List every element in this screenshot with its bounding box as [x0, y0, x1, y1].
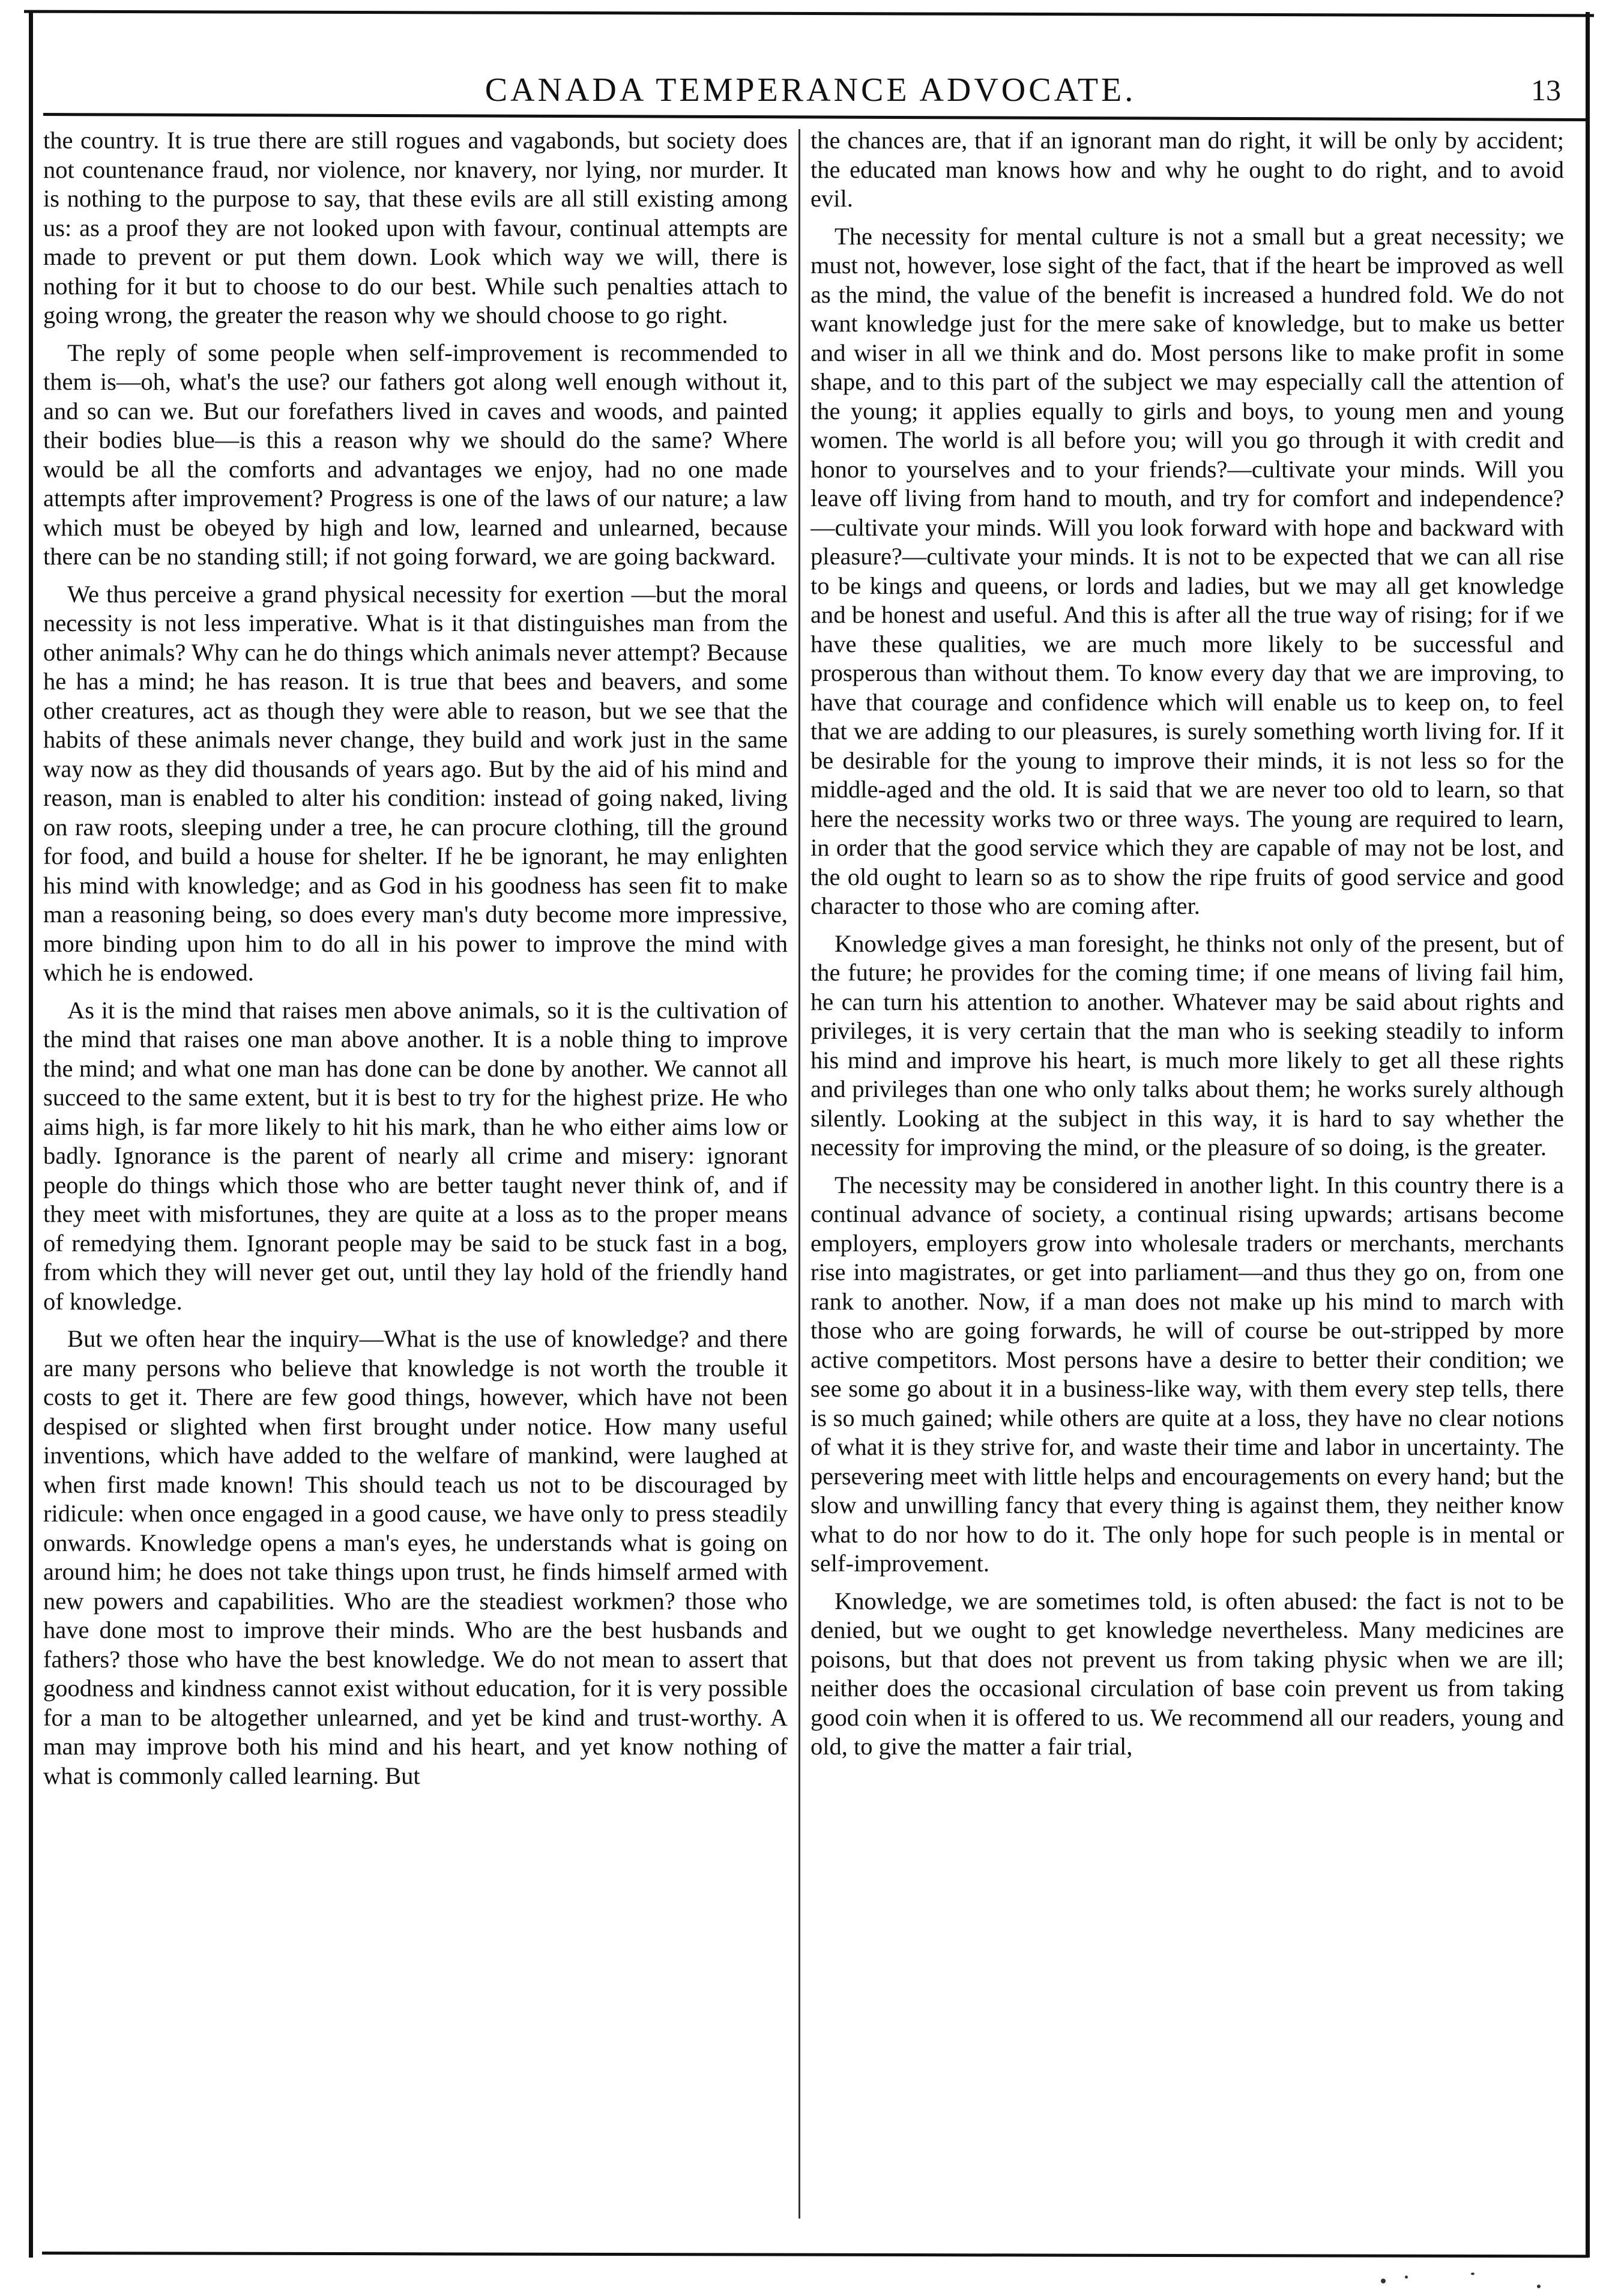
column-divider [798, 129, 800, 2219]
paragraph: As it is the mind that raises men above animals, so it is the cultivation of the mind that raises one man above another. It is a noble thing to improve the mind; and what one man has done can be done by another. We cannot all succeed to the same extent, but it is best to try for the highest prize. He who aims high, is far more likely to hit his mark, than he who either aims low or badly. Ignorance is the parent of nearly all crime and misery: ignorant people do things which those who are better taught never think of, and if they meet with misfortunes, they are quite at a loss as to the proper means of remedying them. Ignorant people may be said to be stuck fast in a bog, from which they will never get out, until they lay hold of the friendly hand of knowledge. [43, 996, 788, 1315]
paragraph: The necessity for mental culture is not a small but a great necessity; we must not, however, lose sight of the fact, that if the heart be improved as well as the mind, the value of the benefit is increased a hundred fold. We do not want knowledge just for the mere sake of knowledge, but to make us better and wiser in all we think and do. Most persons like to make profit in some shape, and to this part of the subject we may especially call the attention of the young; it applies equally to girls and boys, to young men and young women. The world is all before you; will you go through it with credit and honor to yourselves and to your friends?—cultivate your minds. Will you leave off living from hand to mouth, and try for comfort and independence? —cultivate your minds. Will you look forward with hope and backward with pleasure?—cultivate your minds. It is not to be expected that we can all rise to be kings and queens, or lords and ladies, but we may all get knowledge and be honest and useful. And this is after all the true way of rising; for if we have these qualities, we are much more likely to be successful and prosperous than without them. To know every day that we are improving, to have that courage and confidence which will enable us to keep on, to feel that we are adding to our pleasures, is surely something worth living for. If it be desirable for the young to improve their minds, it is not less so for the middle-aged and the old. It is said that we are never too old to learn, so that here the necessity works two or three ways. The young are required to learn, in order that the good service which they are capable of may not be lost, and the old ought to learn so as to show the ripe fruits of good service and good character to those who are coming after. [810, 222, 1564, 919]
masthead-title: CANADA TEMPERANCE ADVOCATE. [484, 71, 1137, 109]
print-speck [1471, 2273, 1475, 2275]
paragraph: Knowledge gives a man foresight, he thinks not only of the present, but of the future; he provides for the coming time; if one means of living fail him, he can turn his attention to another. Whatever may be said about rights and privileges, it is very certain that the man who is seeking steadily to inform his mind and improve his heart, is much more likely to get all these rights and privileges than one who only talks about them; he works surely although silently. Looking at the subject in this way, it is hard to say whether the necessity for improving the mind, or the pleasure of so doing, is the greater. [810, 929, 1564, 1161]
paragraph: We thus perceive a grand physical necessity for exertion —but the moral necessity is not less imperative. What is it that distinguishes man from the other animals? Why can he do things which animals never attempt? Because he has a mind; he has reason. It is true that bees and beavers, and some other creatures, act as though they were able to reason, but we see that the habits of these animals never change, they build and work just in the same way now as they did thousands of years ago. But by the aid of his mind and reason, man is enabled to alter his condition: instead of going naked, living on raw roots, sleeping under a tree, he can procure clothing, till the ground for food, and build a house for shelter. If he be ignorant, he may enlighten his mind with knowledge; and as God in his goodness has seen fit to make man a reasoning being, so does every man's duty become more impressive, more binding upon him to do all in his power to improve the mind with which he is endowed. [43, 580, 788, 986]
page-header [42, 66, 1579, 114]
paragraph: Knowledge, we are sometimes told, is often abused: the fact is not to be denied, but we ought to get knowledge nevertheless. Many medicines are poisons, but that does not prevent us from taking physic when we are ill; neither does the occasional circulation of base coin prevent us from taking good coin when it is offered to us. We recommend all our readers, young and old, to give the matter a fair trial, [810, 1587, 1564, 1760]
paragraph: The necessity may be considered in another light. In this country there is a continual advance of society, a continual rising upwards; artisans become employers, employers grow into wholesale traders or merchants, merchants rise into magistrates, or get into parliament—and thus they go on, from one rank to another. Now, if a man does not make up his mind to march with those who are going forwards, he will of course be out-stripped by more active competitors. Most persons have a desire to better their condition; we see some go about it in a business-like way, with them every step tells, there is so much gained; while others are quite at a loss, they have no clear notions of what it is they strive for, and waste their time and labor in uncertainty. The persevering meet with little helps and encouragements on every hand; but the slow and unwilling fancy that every thing is against them, they neither know what to do nor how to do it. The only hope for such people is in mental or self-improvement. [810, 1171, 1564, 1577]
page-number: 13 [1531, 73, 1561, 107]
paragraph: the country. It is true there are still rogues and vagabonds, but society does not countenance fraud, nor violence, nor knavery, nor lying, nor murder. It is nothing to the purpose to say, that these evils are all still existing among us: as a proof they are not looked upon with favour, continual attempts are made to prevent or put them down. Look which way we will, there is nothing for it but to choose to do our best. While such penalties attach to going wrong, the greater the reason why we should choose to go right. [43, 127, 788, 328]
print-speck [1405, 2276, 1408, 2279]
left-column [43, 126, 788, 2246]
paragraph: But we often hear the inquiry—What is the use of knowledge? and there are many persons who believe that knowledge is not worth the trouble it costs to get it. There are few good things, however, which have not been despised or slighted when first brought under notice. How many useful inventions, which have added to the welfare of mankind, were laughed at when first made known! This should teach us not to be discouraged by ridicule: when once engaged in a good cause, we have only to press steadily onwards. Knowledge opens a man's eyes, he understands what is going on around him; he does not take things upon trust, he finds himself armed with new powers and capabilities. Who are the steadiest workmen? those who have done most to improve their minds. Who are the best husbands and fathers? those who have the best knowledge. We do not mean to assert that goodness and kindness cannot exist without education, for it is very possible for a man to be altogether unlearned, and yet be kind and trust-worthy. A man may improve both his mind and his heart, and yet know nothing of what is commonly called learning. But [43, 1325, 788, 1789]
paragraph: The reply of some people when self-improvement is recommended to them is—oh, what's the use? our fathers got along well enough without it, and so can we. But our forefathers lived in caves and woods, and painted their bodies blue—is this a reason why we should do the same? Where would be all the comforts and advantages we enjoy, had no one made attempts after improvement? Progress is one of the laws of our nature; a law which must be obeyed by high and low, learned and unlearned, because there can be no standing still; if not going forward, we are going backward. [43, 339, 788, 570]
right-column [810, 126, 1564, 2246]
print-speck [1537, 2285, 1541, 2288]
print-speck [1381, 2279, 1386, 2283]
paragraph: the chances are, that if an ignorant man do right, it will be only by accident; the educated man knows how and why he ought to do right, and to avoid evil. [810, 127, 1564, 212]
